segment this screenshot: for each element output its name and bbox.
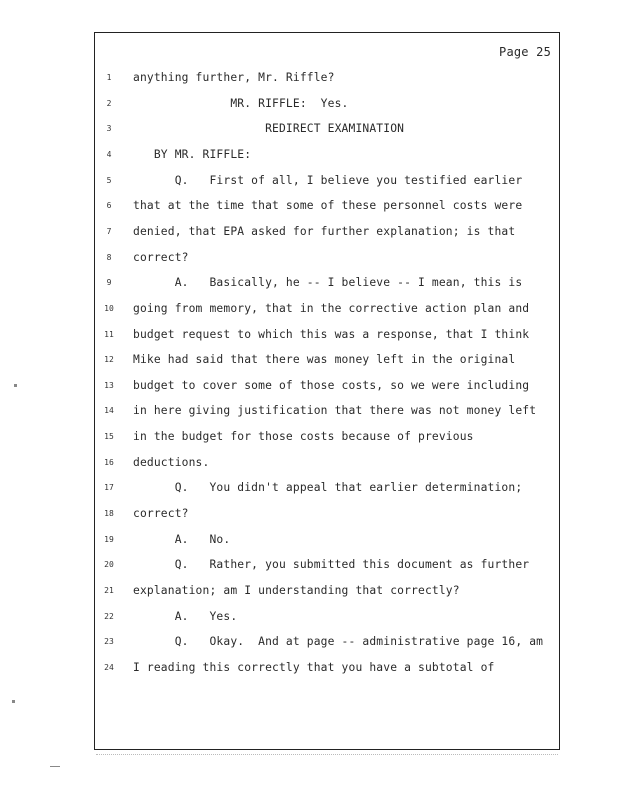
transcript-line: MR. RIFFLE: Yes. xyxy=(133,96,349,110)
scan-speck xyxy=(14,384,17,387)
line-number: 21 xyxy=(104,586,114,595)
line-number: 7 xyxy=(106,226,112,236)
transcript-line: correct? xyxy=(133,507,189,521)
line-number: 1 xyxy=(106,73,112,82)
transcript-line: anything further, Mr. Riffle? xyxy=(133,71,335,84)
line-number: 22 xyxy=(104,611,114,621)
line-number: 2 xyxy=(106,98,112,108)
line-number: 15 xyxy=(104,432,114,442)
transcript-line: Q. First of all, I believe you testified earlier xyxy=(133,173,523,187)
transcript-line: Mike had said that there was money left in the original xyxy=(133,353,516,367)
line-number: 8 xyxy=(106,252,112,262)
line-number: 16 xyxy=(104,457,114,467)
transcript-line: that at the time that some of these personnel costs were xyxy=(133,199,523,213)
page-number: Page 25 xyxy=(499,45,551,59)
transcript-line: explanation; am I understanding that correctly? xyxy=(133,584,460,597)
transcript-line: correct? xyxy=(133,250,189,264)
transcript-line: denied, that EPA asked for further explanation; is that xyxy=(133,224,516,238)
line-number: 12 xyxy=(104,355,114,365)
line-number: 4 xyxy=(106,149,112,159)
transcript-line: budget request to which this was a response, that I think xyxy=(133,327,530,341)
line-number: 14 xyxy=(104,406,114,416)
transcript-line: A. Basically, he -- I believe -- I mean, this is xyxy=(133,276,523,290)
transcript-line: BY MR. RIFFLE: xyxy=(133,147,252,161)
transcript-line: in the budget for those costs because of previous xyxy=(133,430,474,444)
transcript-line: REDIRECT EXAMINATION xyxy=(133,122,405,136)
line-number: 3 xyxy=(106,124,112,134)
transcript-line: Q. Rather, you submitted this document as further xyxy=(133,558,530,572)
transcript-line: Q. You didn't appeal that earlier determination; xyxy=(133,481,523,495)
scan-speck xyxy=(12,700,15,703)
line-number: 11 xyxy=(104,329,114,339)
transcript-line: I reading this correctly that you have a subtotal of xyxy=(133,660,495,674)
transcript-line: going from memory, that in the corrective action plan and xyxy=(133,301,530,315)
line-number: 10 xyxy=(104,303,114,313)
line-number: 13 xyxy=(104,380,114,390)
line-number: 5 xyxy=(106,175,112,185)
scan-speck xyxy=(50,766,60,767)
transcript-line: deductions. xyxy=(133,455,210,469)
transcript-line: budget to cover some of those costs, so we were including xyxy=(133,378,530,392)
transcript-line: Q. Okay. And at page -- administrative page 16, am xyxy=(133,635,544,649)
line-number: 24 xyxy=(104,662,114,672)
transcript-line: A. Yes. xyxy=(133,609,238,623)
transcript-line: A. No. xyxy=(133,532,231,546)
scan-noise-line xyxy=(96,754,558,757)
transcript-page xyxy=(94,32,560,750)
transcript-line: in here giving justification that there was not money left xyxy=(133,404,537,418)
line-number: 20 xyxy=(104,560,114,570)
line-number: 19 xyxy=(104,534,114,544)
line-number: 18 xyxy=(104,509,114,519)
line-number: 23 xyxy=(104,637,114,647)
line-number: 9 xyxy=(106,278,112,288)
line-number: 17 xyxy=(104,483,114,493)
line-number: 6 xyxy=(106,201,112,211)
